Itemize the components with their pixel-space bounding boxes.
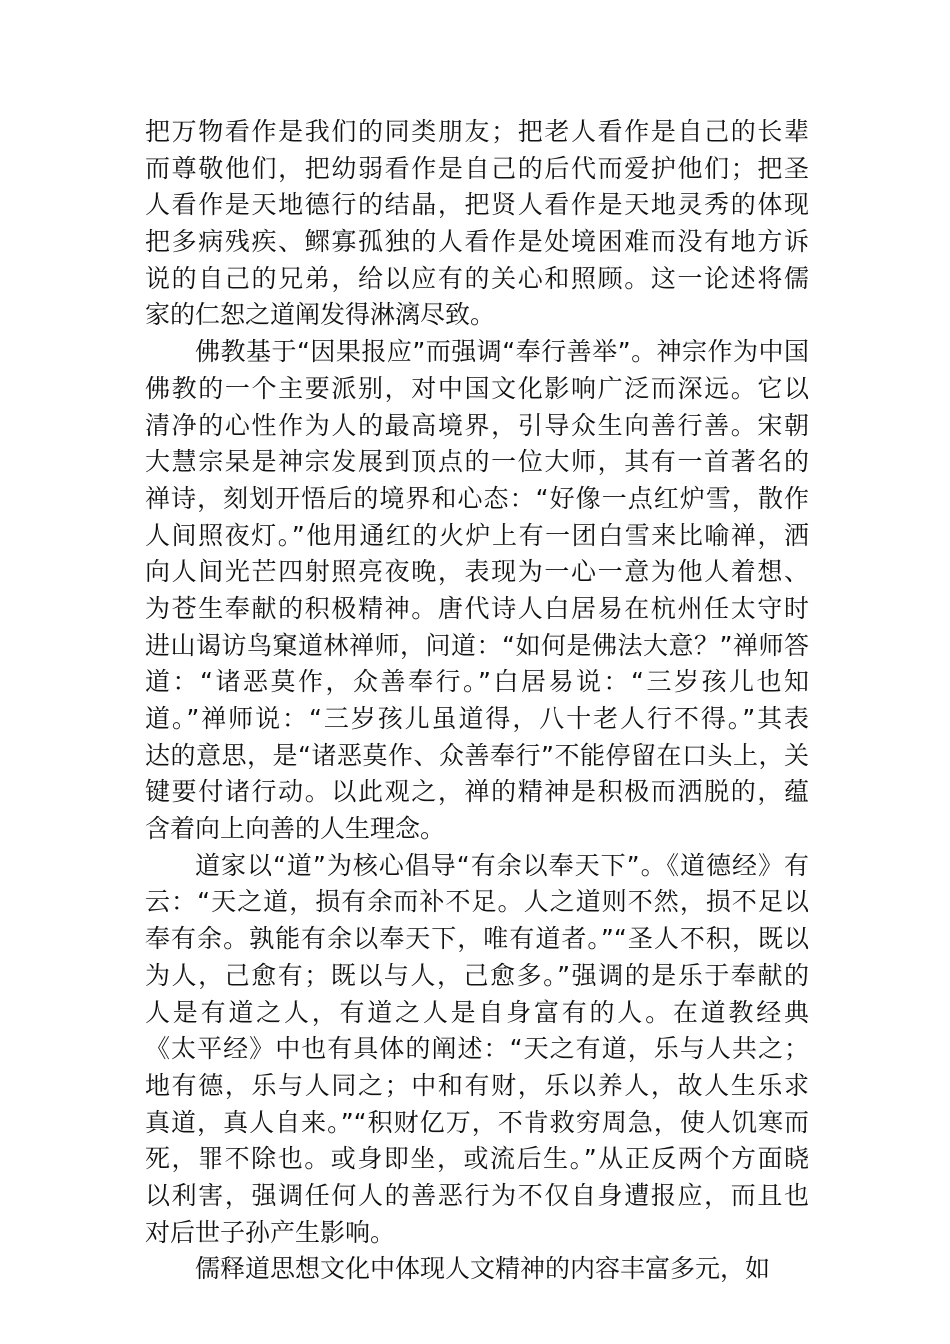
text-line: 人间照夜灯。”他用通红的火炉上有一团白雪来比喻禅，洒 xyxy=(145,520,809,550)
text-line: 奉有余。孰能有余以奉天下，唯有道者。”“圣人不积，既以 xyxy=(145,924,809,954)
text-line: 把多病残疾、鳏寡孤独的人看作是处境困难而没有地方诉 xyxy=(145,227,809,257)
text-line: 进山谒访鸟窠道林禅师，问道：“如何是佛法大意？”禅师答 xyxy=(145,630,809,660)
text-line: 死，罪不除也。或身即坐，或流后生。”从正反两个方面晓 xyxy=(145,1144,809,1174)
paragraph-p2 xyxy=(145,334,809,848)
text-line: 键要付诸行动。以此观之，禅的精神是积极而洒脱的，蕴 xyxy=(145,777,809,807)
text-line: 道。”禅师说：“三岁孩儿虽道得，八十老人行不得。”其表 xyxy=(145,704,809,733)
text-line: 佛教基于“因果报应”而强调“奉行善举”。神宗作为中国 xyxy=(195,337,809,367)
text-line: 而尊敬他们，把幼弱看作是自己的后代而爱护他们；把圣 xyxy=(145,153,809,183)
paragraph-p3 xyxy=(145,848,809,1252)
paragraph-p1 xyxy=(145,114,809,334)
text-line: 为苍生奉献的积极精神。唐代诗人白居易在杭州任太守时 xyxy=(145,593,809,623)
text-line: 为人，己愈有；既以与人，己愈多。”强调的是乐于奉献的 xyxy=(145,960,809,990)
text-line: 达的意思，是“诸恶莫作、众善奉行”不能停留在口头上，关 xyxy=(145,740,809,770)
text-line: 儒释道思想文化中体现人文精神的内容丰富多元，如 xyxy=(195,1254,771,1284)
text-line: 真道，真人自来。”“积财亿万，不肯救穷周急，使人饥寒而 xyxy=(145,1107,809,1137)
text-line: 把万物看作是我们的同类朋友；把老人看作是自己的长辈 xyxy=(145,117,809,146)
text-line: 清净的心性作为人的最高境界，引导众生向善行善。宋朝 xyxy=(145,410,809,440)
text-line: 说的自己的兄弟，给以应有的关心和照顾。这一论述将儒 xyxy=(145,263,809,293)
text-line: 《太平经》中也有具体的阐述：“天之有道，乐与人共之； xyxy=(145,1034,809,1064)
text-line: 云：“天之道，损有余而补不足。人之道则不然，损不足以 xyxy=(145,887,809,917)
text-line: 地有德，乐与人同之；中和有财，乐以养人，故人生乐求 xyxy=(145,1070,809,1100)
text-line: 禅诗，刻划开悟后的境界和心态：“好像一点红炉雪，散作 xyxy=(145,483,809,513)
text-line: 人看作是天地德行的结晶，把贤人看作是天地灵秀的体现 xyxy=(145,190,809,220)
text-line: 对后世子孙产生影响。 xyxy=(145,1217,396,1247)
text-line: 佛教的一个主要派别，对中国文化影响广泛而深远。它以 xyxy=(145,373,809,403)
text-line: 道：“诸恶莫作，众善奉行。”白居易说：“三岁孩儿也知 xyxy=(145,667,809,697)
text-line: 家的仁恕之道阐发得淋漓尽致。 xyxy=(145,300,496,330)
text-line: 向人间光芒四射照亮夜晚，表现为一心一意为他人着想、 xyxy=(145,557,809,587)
text-line: 以利害，强调任何人的善恶行为不仅自身遭报应，而且也 xyxy=(145,1180,809,1210)
text-line: 人是有道之人，有道之人是自身富有的人。在道教经典 xyxy=(145,997,809,1027)
document-body xyxy=(145,114,809,1288)
text-line: 道家以“道”为核心倡导“有余以奉天下”。《道德经》有 xyxy=(195,850,809,880)
text-line: 大慧宗杲是神宗发展到顶点的一位大师，其有一首著名的 xyxy=(145,447,809,477)
text-line: 含着向上向善的人生理念。 xyxy=(145,814,446,844)
paragraph-p4 xyxy=(145,1251,809,1288)
